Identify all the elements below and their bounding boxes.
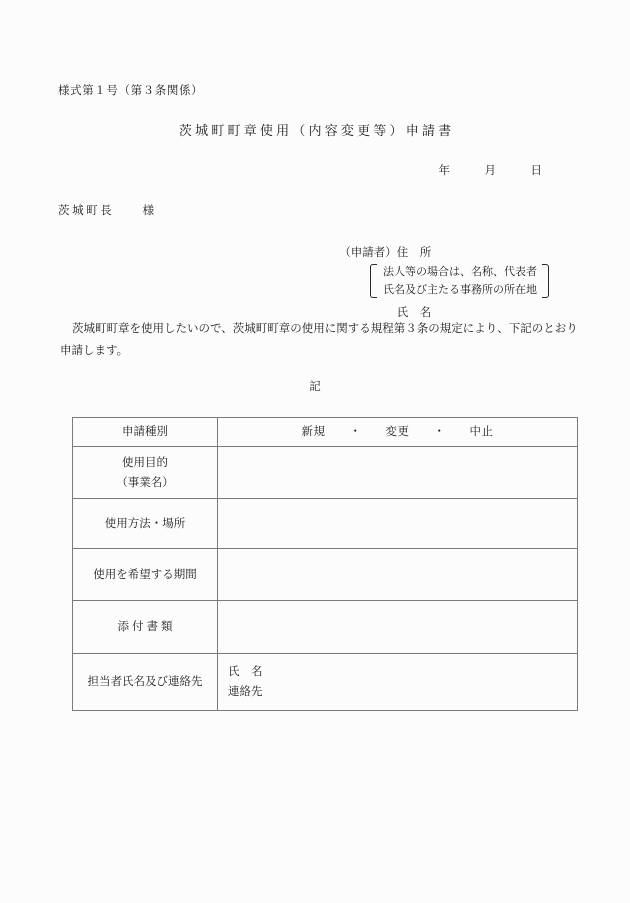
application-table <box>72 417 578 711</box>
row-label-text: 使用方法・場所 <box>104 517 186 530</box>
bracket-left-icon <box>370 262 377 300</box>
corporate-applicant-note <box>370 262 549 300</box>
date-line: 年 月 日 <box>438 165 542 177</box>
application-type-options: 新規 ・ 変更 ・ 中止 <box>301 426 494 438</box>
applicant-name-label: 氏 名 <box>396 307 432 319</box>
applicant-prefix: （申請者） <box>339 247 397 259</box>
row-label-subtext: （事業名） <box>116 476 174 489</box>
ki-marker: 記 <box>309 381 321 393</box>
row-label-text: 使用を希望する期間 <box>93 568 197 581</box>
table-row <box>73 447 578 499</box>
row-label-text: 担当者氏名及び連絡先 <box>87 676 203 688</box>
table-row <box>73 549 578 601</box>
row-label-text: 添付書類 <box>117 621 176 633</box>
row-value-cell[interactable] <box>218 549 578 601</box>
row-label-cell <box>73 654 218 711</box>
table-row <box>73 601 578 654</box>
row-label-cell <box>73 601 218 654</box>
row-value-cell[interactable] <box>218 447 578 499</box>
body-paragraph: 茨城町町章を使用したいので、茨城町町章の使用に関する規程第３条の規定により、下記のとおり申請します。 <box>60 323 578 357</box>
row-label-text: 使用目的 <box>122 456 168 469</box>
applicant-address-label: 住 所 <box>396 247 432 259</box>
row-label-cell <box>73 549 218 601</box>
application-table-body <box>73 418 578 711</box>
row-value-cell[interactable] <box>218 654 578 711</box>
row-label-cell <box>73 418 218 447</box>
row-label-cell <box>73 499 218 549</box>
row-value-cell[interactable] <box>218 418 578 447</box>
row-value-cell[interactable] <box>218 601 578 654</box>
row-label-text: 申請種別 <box>122 426 168 438</box>
note-lines <box>377 262 542 300</box>
table-row <box>73 418 578 447</box>
note-line-1: 法人等の場合は、名称、代表者 <box>383 266 537 278</box>
row-label-cell <box>73 447 218 499</box>
table-row <box>73 499 578 549</box>
document-title: 茨城町町章使用（内容変更等）申請書 <box>178 123 455 138</box>
table-row <box>73 654 578 711</box>
bracket-right-icon <box>542 262 549 300</box>
contact-name-label: 氏 名 <box>228 666 263 678</box>
note-line-2: 氏名及び主たる事務所の所在地 <box>383 284 537 296</box>
contact-info-label: 連絡先 <box>228 686 263 698</box>
row-value-cell[interactable] <box>218 499 578 549</box>
addressee-line: 茨城町長 様 <box>58 205 157 217</box>
form-number: 様式第１号（第３条関係） <box>58 85 204 97</box>
